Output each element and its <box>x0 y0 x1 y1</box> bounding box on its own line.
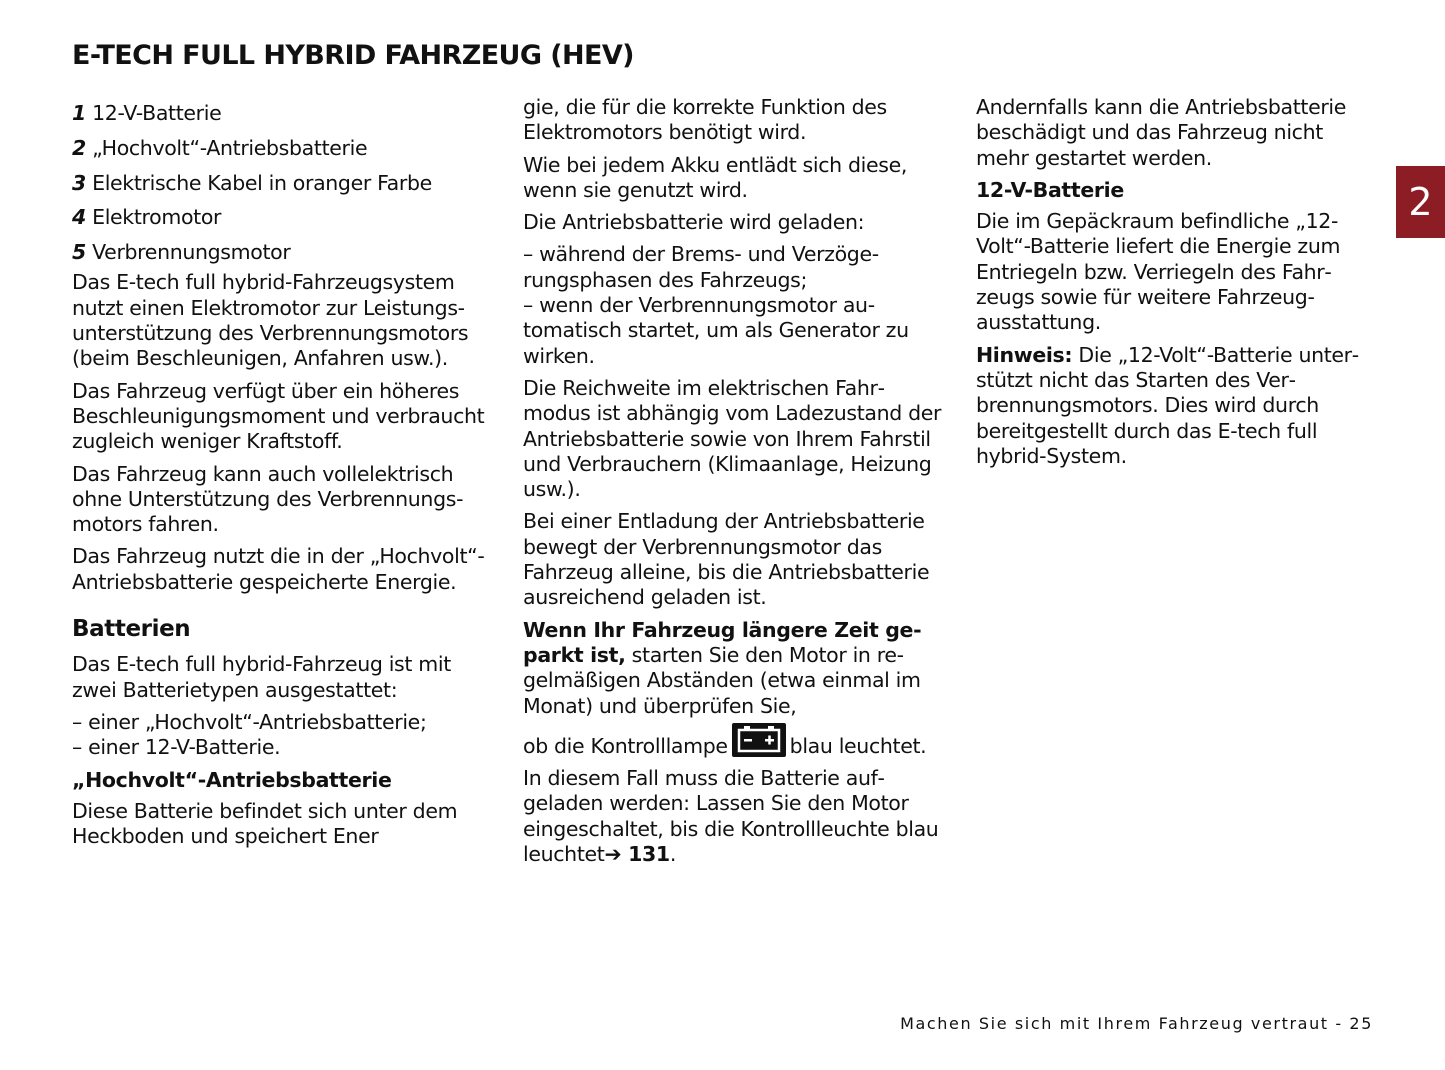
list-item: – wenn der Verbrennungsmotor automatisch startet, um als Generator zu wirken. <box>523 293 909 368</box>
legend-item-2 <box>72 136 487 161</box>
list-item: – einer 12-V-Batterie. <box>72 735 281 760</box>
arrow-right-icon: ➔ <box>604 842 622 867</box>
paragraph: Das E-tech full hybrid-Fahrzeugsystem nutzt einen Elektromotor zur Leistungsunterstützung des Verbrennungsmotors (beim Beschleunigen, Anfahren usw.). <box>72 270 469 371</box>
legend-text: Verbrennungsmotor <box>92 240 291 265</box>
paragraph: Die Antriebsbatterie wird geladen: <box>523 210 865 235</box>
legend-item-3 <box>72 171 487 196</box>
paragraph: Andernfalls kann die Antriebsbatterie beschädigt und das Fahrzeug nicht mehr gestartet werden. <box>976 95 1347 170</box>
paragraph: Das Fahrzeug kann auch vollelektrisch ohne Unterstützung des Verbrennungsmotors fahren. <box>72 461 464 537</box>
legend-text: Elektrische Kabel in oranger Farbe <box>92 170 432 195</box>
section-heading-batterien: Batterien <box>72 616 191 643</box>
paragraph <box>523 618 943 719</box>
note-paragraph <box>976 343 1376 469</box>
page-footer: Machen Sie sich mit Ihrem Fahrzeug vertraut - 25 <box>900 1014 1373 1033</box>
legend-item-1 <box>72 101 487 126</box>
column-3 <box>976 95 1376 476</box>
paragraph: Das E-tech full hybrid-Fahrzeug ist mit zwei Batterietypen ausgestattet: <box>72 652 451 702</box>
list-item: – einer „Hochvolt“-Antriebsbatterie; <box>72 709 427 734</box>
paragraph: Das Fahrzeug verfügt über ein höheres Beschleunigungsmoment und verbraucht zugleich weniger Kraftstoff. <box>72 378 485 454</box>
legend-text: 12-V-Batterie <box>92 101 222 125</box>
paragraph: Diese Batterie befindet sich unter dem Heckboden und speichert Ener <box>72 798 458 849</box>
chapter-tab: 2 <box>1396 166 1445 238</box>
paragraph-text: blau leuchtet. <box>789 733 927 758</box>
subheading-hochvolt: „Hochvolt“-Antriebsbatterie <box>72 767 392 792</box>
legend-item-5 <box>72 240 487 265</box>
note-label: Hinweis: <box>976 342 1073 367</box>
legend-number: 4 <box>72 205 86 230</box>
paragraph: Wie bei jedem Akku entlädt sich diese, wenn sie genutzt wird. <box>523 152 907 202</box>
legend-number: 1 <box>72 101 86 125</box>
paragraph: Die Reichweite im elektrischen Fahrmodus ist abhängig vom Ladezustand der Antriebsbatterie sowie von Ihrem Fahrstil und Verbrauchern (Klimaanlage, Heizung usw.). <box>523 375 942 502</box>
battery-warning-lamp-icon <box>732 723 786 757</box>
legend-number: 5 <box>72 240 86 265</box>
paragraph-text: ob die Kontrolllampe <box>523 733 728 758</box>
column-1 <box>72 101 487 856</box>
paragraph-text: In diesem Fall muss die Batterie aufgeladen werden: Lassen Sie den Motor eingeschaltet, bis die Kontrollleuchte blau leuchtet <box>523 766 939 867</box>
subheading-12v: 12-V-Batterie <box>976 177 1124 202</box>
legend-number: 3 <box>72 170 86 195</box>
bold-lead: Wenn Ihr Fahrzeug längere Zeit geparkt ist, <box>523 617 922 667</box>
page-title: E-TECH FULL HYBRID FAHRZEUG (HEV) <box>72 40 634 71</box>
legend-text: Elektromotor <box>92 205 222 230</box>
legend-text: „Hochvolt“-Antriebsbatterie <box>92 135 368 160</box>
column-2 <box>523 95 943 874</box>
paragraph-text: starten Sie den Motor in regelmäßigen Abständen (etwa einmal im Monat) und überprüfen Sie, <box>523 642 921 718</box>
paragraph: gie, die für die korrekte Funktion des Elektromotors benötigt wird. <box>523 95 887 145</box>
paragraph: Bei einer Entladung der Antriebsbatterie bewegt der Verbrennungsmotor das Fahrzeug alleine, bis die Antriebsbatterie ausreichend geladen ist. <box>523 509 930 610</box>
paragraph: Die im Gepäckraum befindliche „12-Volt“-Batterie liefert die Energie zum Entriegeln bzw. Verriegeln des Fahrzeugs sowie für weitere Fahrzeugausstattung. <box>976 209 1341 335</box>
paragraph <box>523 766 943 867</box>
legend-number: 2 <box>72 135 86 160</box>
paragraph-text: Die „12-Volt“-Batterie unterstützt nicht das Starten des Verbrennungsmotors. Dies wird durch bereitgestellt durch das E-tech full hybrid-System. <box>976 342 1360 468</box>
list-item: – während der Brems- und Verzögerungsphasen des Fahrzeugs; <box>523 242 880 292</box>
legend-item-4 <box>72 205 487 230</box>
paragraph: Das Fahrzeug nutzt die in der „Hochvolt“-Antriebsbatterie gespeicherte Energie. <box>72 544 485 594</box>
paragraph-with-icon <box>523 723 943 759</box>
page-reference-link[interactable]: 131 <box>621 842 670 867</box>
paragraph-text: . <box>669 842 676 867</box>
